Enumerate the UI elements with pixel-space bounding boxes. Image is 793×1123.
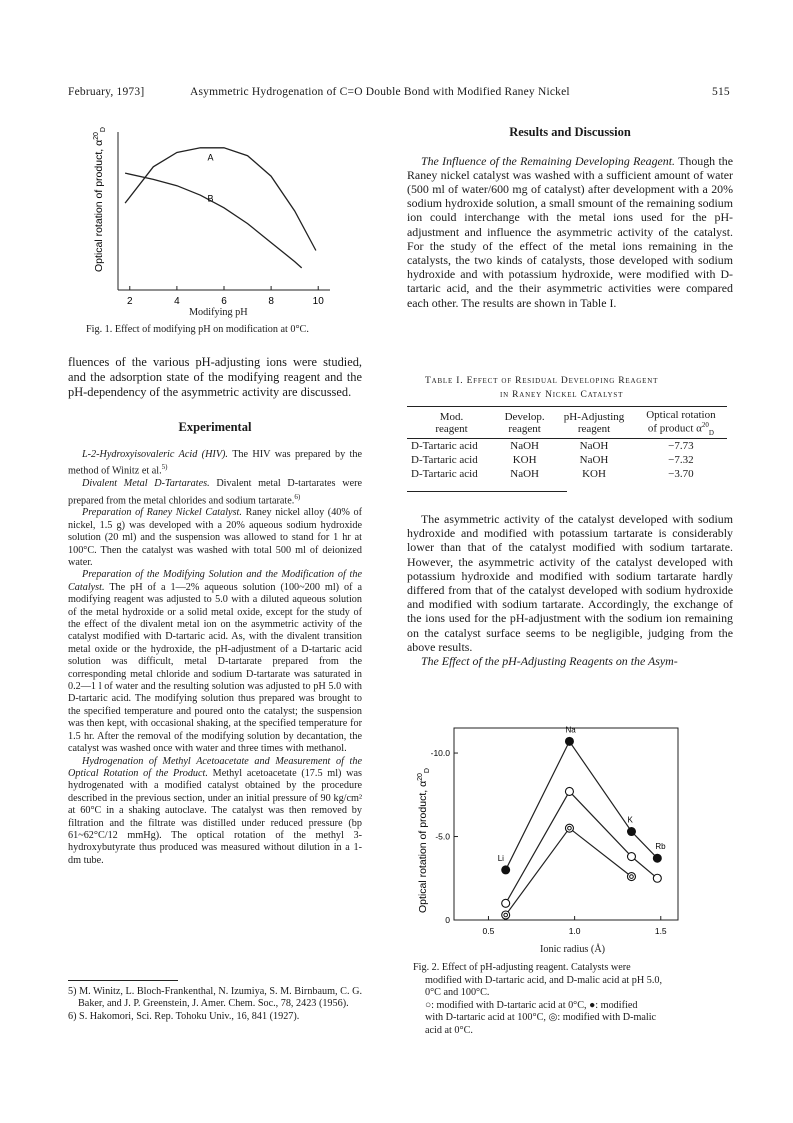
fig2-point-filled — [502, 866, 510, 874]
fig2-x-tick-label: 1.5 — [654, 926, 667, 936]
hyd-paragraph — [68, 756, 362, 868]
effect-title: The Effect of the pH-Adjusting Reagents on the Asym- — [421, 654, 678, 669]
fig2-frame — [454, 728, 678, 920]
table-title-line2: in Raney Nickel Catalyst — [500, 390, 624, 400]
influence-title: The Influence of the Remaining Developing Reagent. — [421, 153, 676, 168]
cell: NaOH — [510, 439, 539, 452]
experimental-heading: Experimental — [178, 420, 252, 435]
fig2-point-double — [565, 824, 573, 832]
cell: KOH — [512, 453, 537, 466]
left-column — [68, 355, 362, 867]
fig1-x-tick-label: 6 — [221, 296, 227, 307]
fig2-point-label: Li — [497, 853, 504, 863]
cell: KOH — [582, 467, 606, 480]
cell: −7.32 — [668, 453, 694, 466]
fig2-point-open — [565, 787, 573, 795]
fig1-chart — [82, 122, 352, 322]
intro-continuation: fluences of the various pH-adjusting ions were studied, and the adsorption state of the modifying reagent and the pH-dependency of the asymmetric activity are discussed. — [68, 355, 362, 399]
prep-paragraph — [68, 507, 362, 569]
running-title: Asymmetric Hydrogenation of C=O Double Bond with Modified Raney Nickel — [190, 86, 570, 98]
fig1-curve-B — [125, 173, 302, 268]
prep-title: Preparation of Raney Nickel Catalyst. — [82, 507, 242, 519]
fig2-point-label: K — [627, 815, 633, 825]
mod-title: Preparation of the Modifying Solution and the Modification of the Catalyst. — [68, 569, 362, 593]
hiv-ref: 5) — [161, 463, 168, 472]
fig2-point-filled — [565, 737, 573, 745]
mod-paragraph — [68, 569, 362, 755]
table-title: Table I. Effect of Residual Developing Reagent — [425, 376, 659, 386]
cell: NaOH — [510, 467, 539, 480]
fig1-caption: Fig. 1. Effect of modifying pH on modification at 0°C. — [86, 324, 309, 335]
prep-text: Raney nickel alloy (40% of nickel, 1.5 g) was developed with a 20% aqueous sodium hydroxide solution (20 ml) and the suspension was allowed to stand for 1 hr at 100°C. Then the catalyst was washed with total 500 ml of deionized water. — [68, 507, 363, 569]
fig1-curve-A — [125, 148, 316, 251]
fig2-y-tick-label: -10.0 — [430, 748, 450, 759]
influence-paragraph — [407, 154, 733, 310]
fig2-point-open — [653, 874, 661, 882]
header-left: February, 1973] — [68, 86, 145, 98]
fig1-ylabel: Optical rotation of product, $\alpha^{20}_D$ — [93, 127, 107, 272]
footnote-rule — [68, 980, 178, 981]
cell: D-Tartaric acid — [411, 453, 478, 466]
th-rotation: Optical rotation of product $\alpha^{20}_D$ — [646, 409, 716, 437]
cell: D-Tartaric acid — [411, 439, 478, 452]
influence-text: Though the Raney nickel catalyst was washed with a sufficient amount of water (500 ml of water/600 mg of catalyst) after development with a 20% sodium hydroxide solution, a small smount of the remaining sodium ion could interchange with the metal ions used for the pH-adjustment and influence the asymmetric activity of the catalyst. For the study of the effect of the metal ions remaining in the catalysts, the two kinds of catalysts, those developed with sodium hydroxide and with potassium hydroxide, were modified with D-tartaric acid, and the their asymmetric activities were compared each other. The results are shown in Table I. — [407, 153, 733, 310]
fig2-point-double — [627, 873, 635, 881]
hiv-title: L-2-Hydroxyisovaleric Acid (HIV). — [82, 448, 228, 460]
fig2-point-label: Na — [565, 725, 576, 735]
metal-title: Divalent Metal D-Tartarates. — [82, 478, 210, 490]
fig2-y-tick-label: -5.0 — [435, 831, 450, 842]
fig2-caption-line: ○: modified with D-tartaric acid at 0°C, ●: modified — [425, 999, 638, 1011]
table-row — [407, 453, 727, 467]
fig2-caption-line: with D-tartaric acid at 100°C, ◎: modified with D-malic — [425, 1012, 657, 1024]
table-top-rule — [407, 406, 727, 407]
fig2-point-open — [627, 853, 635, 861]
fig1-curve-label: B — [207, 193, 214, 204]
hyd-text: Methyl acetoacetate (17.5 ml) was hydrogenated with a modified catalyst obtained by the procedure described in the previous section, under an initial pressure of 90 kg/cm² at 60°C in a shaking autoclave. The catalyst was then removed by filtration and the filtrate was distilled under reduced pressure (bp 61~62°C/12 mmHg). The optical rotation of the methyl 3-hydroxybutyrate thus produced was measured without dilution in a 1-dm tube. — [68, 767, 362, 866]
table-header-row — [407, 408, 727, 438]
hiv-text: The HIV was prepared by the method of Winitz et al. — [68, 448, 362, 477]
th-ph: pH-Adjusting reagent — [563, 410, 625, 435]
asym-paragraph: The asymmetric activity of the catalyst developed with sodium hydroxide and modified with potassium tartarate is considerably lower than that of the catalyst modified with sodium tartarate. However, the asymmetric activity of the catalyst developed with potassium hydroxide and modified with sodium tartarate hardly differed from that of the catalyst developed with sodium hydroxide and modified with sodium tartarate. Accordingly, the exchange of the ions used for the pH-adjustment with the sodium ion remaining on the catalyst surface seems to be negligible, judging from the above results. — [407, 512, 733, 654]
fig1-curve-label: A — [207, 152, 214, 163]
fig2-chart — [412, 718, 712, 958]
th-mod: Mod. reagent — [435, 410, 468, 435]
fig2-caption — [413, 962, 743, 1038]
mod-text: The pH of a 1—2% aqueous solution (100~200 ml) of a modifying reagent was adjusted to 5.0 with a diluted aqueous solution of the metal hydroxide or a solid metal oxide, except for the study of the effect of the divalent metal ion on the asymmetric activity of the catalyst modified with D-tartaric acid. As, with the divalent transition metal oxide or the hydroxide, the pH-adjustment of a D-tartaric acid solution was difficult, metal D-tartarate prepared from the corresponding metal chloride and sodium D-tartarate was saturated in 0.2—1 l of water and the resulting solution was adjusted to pH 5.0 with D-tartaric acid. The modifying solution thus prepared was brought to the specified temperature and poured onto the catalyst; the suspension was then kept, with occasional shaking, at the specified temperature for 1.5 hr. After the removal of the modifying solution by decantation, the catalyst was washed once with water and three times with methanol. — [68, 581, 362, 755]
fig2-series-line — [506, 791, 658, 903]
results-heading: Results and Discussion — [509, 125, 631, 139]
fig2-x-tick-label: 0.5 — [482, 926, 495, 936]
fig2-y-tick-label: 0 — [445, 915, 450, 925]
fig2-series-line — [506, 828, 632, 915]
cell: NaOH — [579, 453, 609, 466]
fig1-x-tick-label: 10 — [312, 296, 324, 307]
fig2-point-label: Rb — [655, 842, 666, 852]
cell: −7.73 — [668, 439, 694, 452]
table-i — [407, 408, 727, 481]
table-row — [407, 438, 727, 453]
cell: NaOH — [579, 439, 609, 452]
cell: −3.70 — [668, 467, 694, 480]
right-column — [407, 126, 733, 310]
metal-text: Divalent metal D-tartarates were prepared from the metal chlorides and sodium tartarate. — [68, 478, 362, 506]
fig1-xlabel: Modifying pH — [189, 307, 248, 318]
fig1-x-tick-label: 4 — [174, 296, 180, 307]
footnote-6: 6) S. Hakomori, Sci. Rep. Tohoku Univ., 16, 841 (1927). — [68, 1010, 300, 1022]
metal-paragraph — [68, 478, 362, 507]
fig2-xlabel: Ionic radius (Å) — [540, 944, 606, 955]
th-develop: Develop. reagent — [504, 410, 545, 435]
fig2-caption-line: 0°C and 100°C. — [425, 987, 490, 999]
fig1-x-tick-label: 2 — [126, 296, 133, 307]
table-bottom-rule — [407, 491, 567, 492]
footnote-5: 5) M. Winitz, L. Bloch-Frankenthal, N. Izumiya, S. M. Birnbaum, C. G. Baker, and J. P. Greenstein, J. Amer. Chem. Soc., 78, 2423 (1956). — [68, 986, 362, 1010]
fig1-x-tick-label: 8 — [268, 296, 274, 307]
hyd-title: Hydrogenation of Methyl Acetoacetate and Measurement of the Optical Rotation of the Product. — [68, 755, 362, 779]
right-column-2 — [407, 512, 733, 668]
metal-ref: 6) — [294, 492, 301, 501]
fig2-caption-line: acid at 0°C. — [425, 1024, 473, 1036]
fig2-caption-line: modified with D-tartaric acid, and D-malic acid at pH 5.0, — [425, 974, 663, 986]
fig2-point-filled — [627, 828, 635, 836]
fig2-x-tick-label: 1.0 — [568, 926, 581, 936]
fig2-point-filled — [653, 854, 661, 862]
fig2-caption-line: Fig. 2. Effect of pH-adjusting reagent. Catalysts were — [413, 962, 631, 973]
footnotes — [68, 986, 362, 1023]
fig2-point-open — [502, 899, 510, 907]
fig2-series-line — [506, 741, 658, 870]
table-row — [407, 467, 727, 481]
hiv-paragraph — [68, 449, 362, 478]
fig2-point-double — [502, 911, 510, 919]
fig2-ylabel: Optical rotation of product, $\alpha^{20}_D$ — [417, 768, 431, 913]
experimental-body — [68, 449, 362, 867]
cell: D-Tartaric acid — [411, 467, 478, 480]
page-number: 515 — [712, 86, 730, 98]
